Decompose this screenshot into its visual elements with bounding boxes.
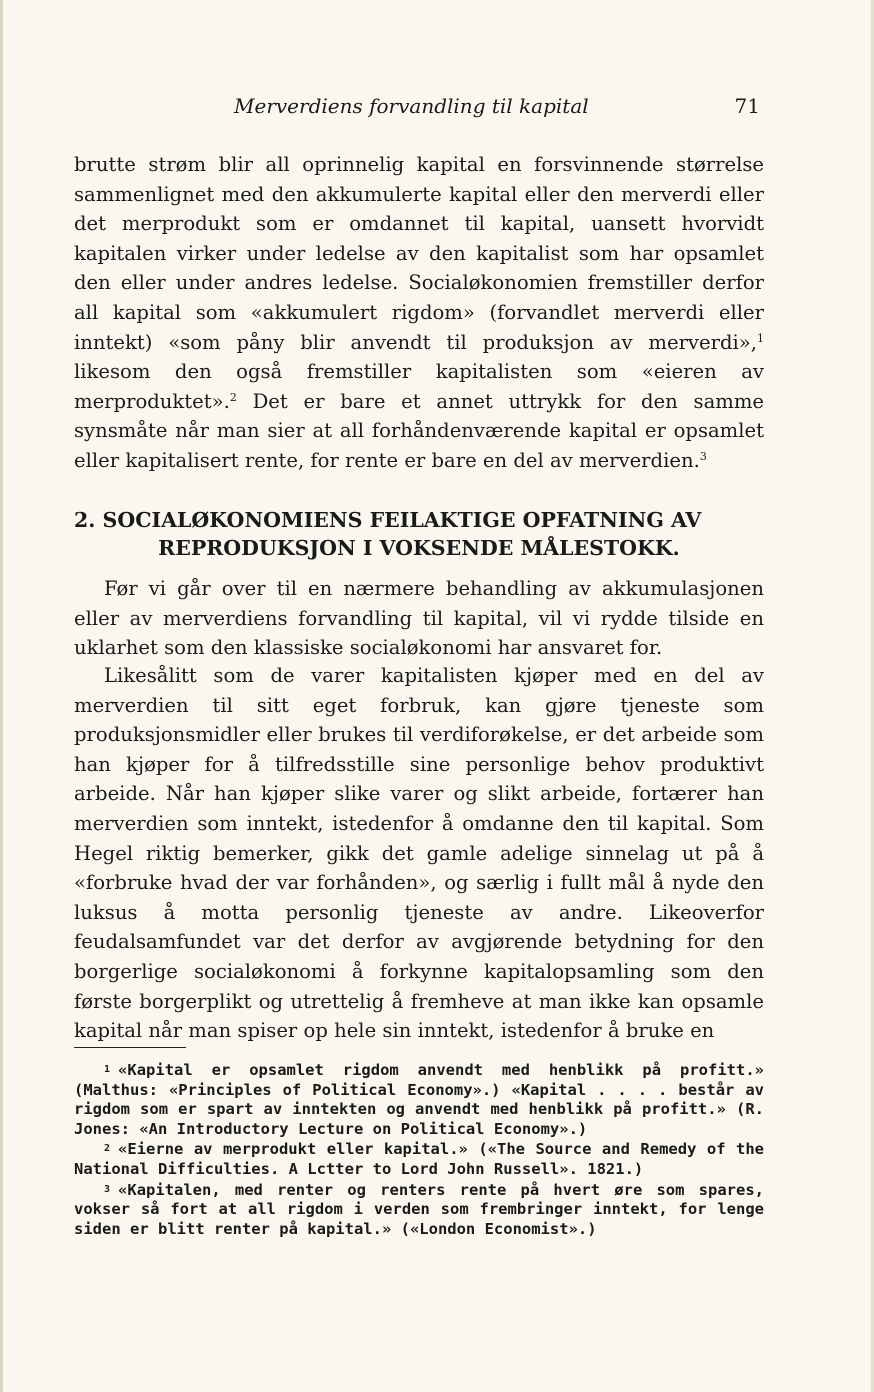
paragraph-1-text-a: brutte strøm blir all oprinnelig kapital en forsvinnende størrelse sammenlignet med den akkumulerte kapital eller den merverdi eller det merprodukt som er omdannet til kapital, uansett hvorvidt kapitalen virker under ledelse av den kapitalist som har opsamlet den eller under andres ledelse. Socialøkonomien fremstiller derfor all kapital som «akkumulert rigdom» (forvandlet merverdi eller inntekt) «som påny blir anvendt til produksjon av merverdi», [74,153,764,354]
section-heading-line-1: 2. SOCIALØKONOMIENS FEILAKTIGE OPFATNING AV [74,508,702,532]
footnote-ref-1: 1 [757,331,764,345]
footnotes [74,1060,764,1239]
section-heading [74,506,764,562]
footnote-ref-3: 3 [699,449,707,463]
footnote-text-1: «Kapital er opsamlet rigdom anvendt med henblikk på profitt.» (Malthus: «Principles of Political Economy».) «Kapital . . . . består av rigdom som er spart av inntekten og anvendt med henblikk på profitt.» (R. Jones: «An Introductory Lecture on Political Economy».) [74,1061,764,1138]
footnote-mark-2: 2 [104,1143,111,1155]
footnote-2 [74,1139,764,1179]
footnote-1 [74,1060,764,1139]
footnote-ref-2: 2 [229,390,237,404]
paragraph-1-text-b: likesom den også fremstiller kapitalisten som «eieren av merproduktet». [74,360,764,413]
page-number: 71 [734,94,760,118]
footnote-mark-1: 1 [104,1064,111,1075]
footnote-text-3: «Kapitalen, med renter og renters rente på hvert øre som spares, vokser så fort at all rigdom i verden som frembringer inntekt, for lenge siden er blitt renter på kapital.» («London Economist».) [74,1180,764,1238]
body-paragraph-3: Likesålitt som de varer kapitalisten kjøper med en del av merverdien til sitt eget forbruk, kan gjøre tjeneste som produksjonsmidler eller brukes til verdiforøkelse, er det arbeide som han kjøper for å tilfredsstille sine personlige behov produktivt arbeide. Når han kjøper slike varer og slikt arbeide, fortærer han merverdien som inntekt, istedenfor å omdanne den til kapital. Som Hegel riktig bemerker, gikk det gamle adelige sinnelag ut på å «forbruke hvad der var forhånden», og særlig i fullt mål å nyde den luksus å motta personlig tjeneste av andre. Likeoverfor feudalsamfundet var det derfor av avgjørende betydning for den borgerlige socialøkonomi å forkynne kapitalopsamling som den første borgerplikt og utrettelig å fremheve at man ikke kan opsamle kapital når man spiser op hele sin inntekt, istedenfor å bruke en [74,664,764,1043]
footnote-3 [74,1180,764,1240]
body-paragraph-1 [74,150,764,476]
footnote-text-2: «Eierne av merprodukt eller kapital.» («The Source and Remedy of the National Difficulties. A Lctter to Lord John Russell». 1821.) [74,1140,764,1178]
paragraph-1-text-c: Det er bare et annet uttrykk for den samme synsmåte når man sier at all forhåndenværende kapital er opsamlet eller kapitalisert rente, for rente er bare en del av merverdien. [74,389,764,472]
section-heading-line-2: REPRODUKSJON I VOKSENDE MÅLESTOKK. [158,536,680,560]
running-title: Merverdiens forvandling til kapital [234,94,589,118]
footnote-divider [74,1047,186,1048]
footnote-mark-3: 3 [104,1183,111,1195]
running-header [74,94,764,124]
body-paragraph-2: Før vi går over til en nærmere behandling av akkumulasjonen eller av merverdiens forvandling til kapital, vil vi rydde tilside en uklarhet som den klassiske socialøkonomi har ansvaret for. [74,577,764,660]
